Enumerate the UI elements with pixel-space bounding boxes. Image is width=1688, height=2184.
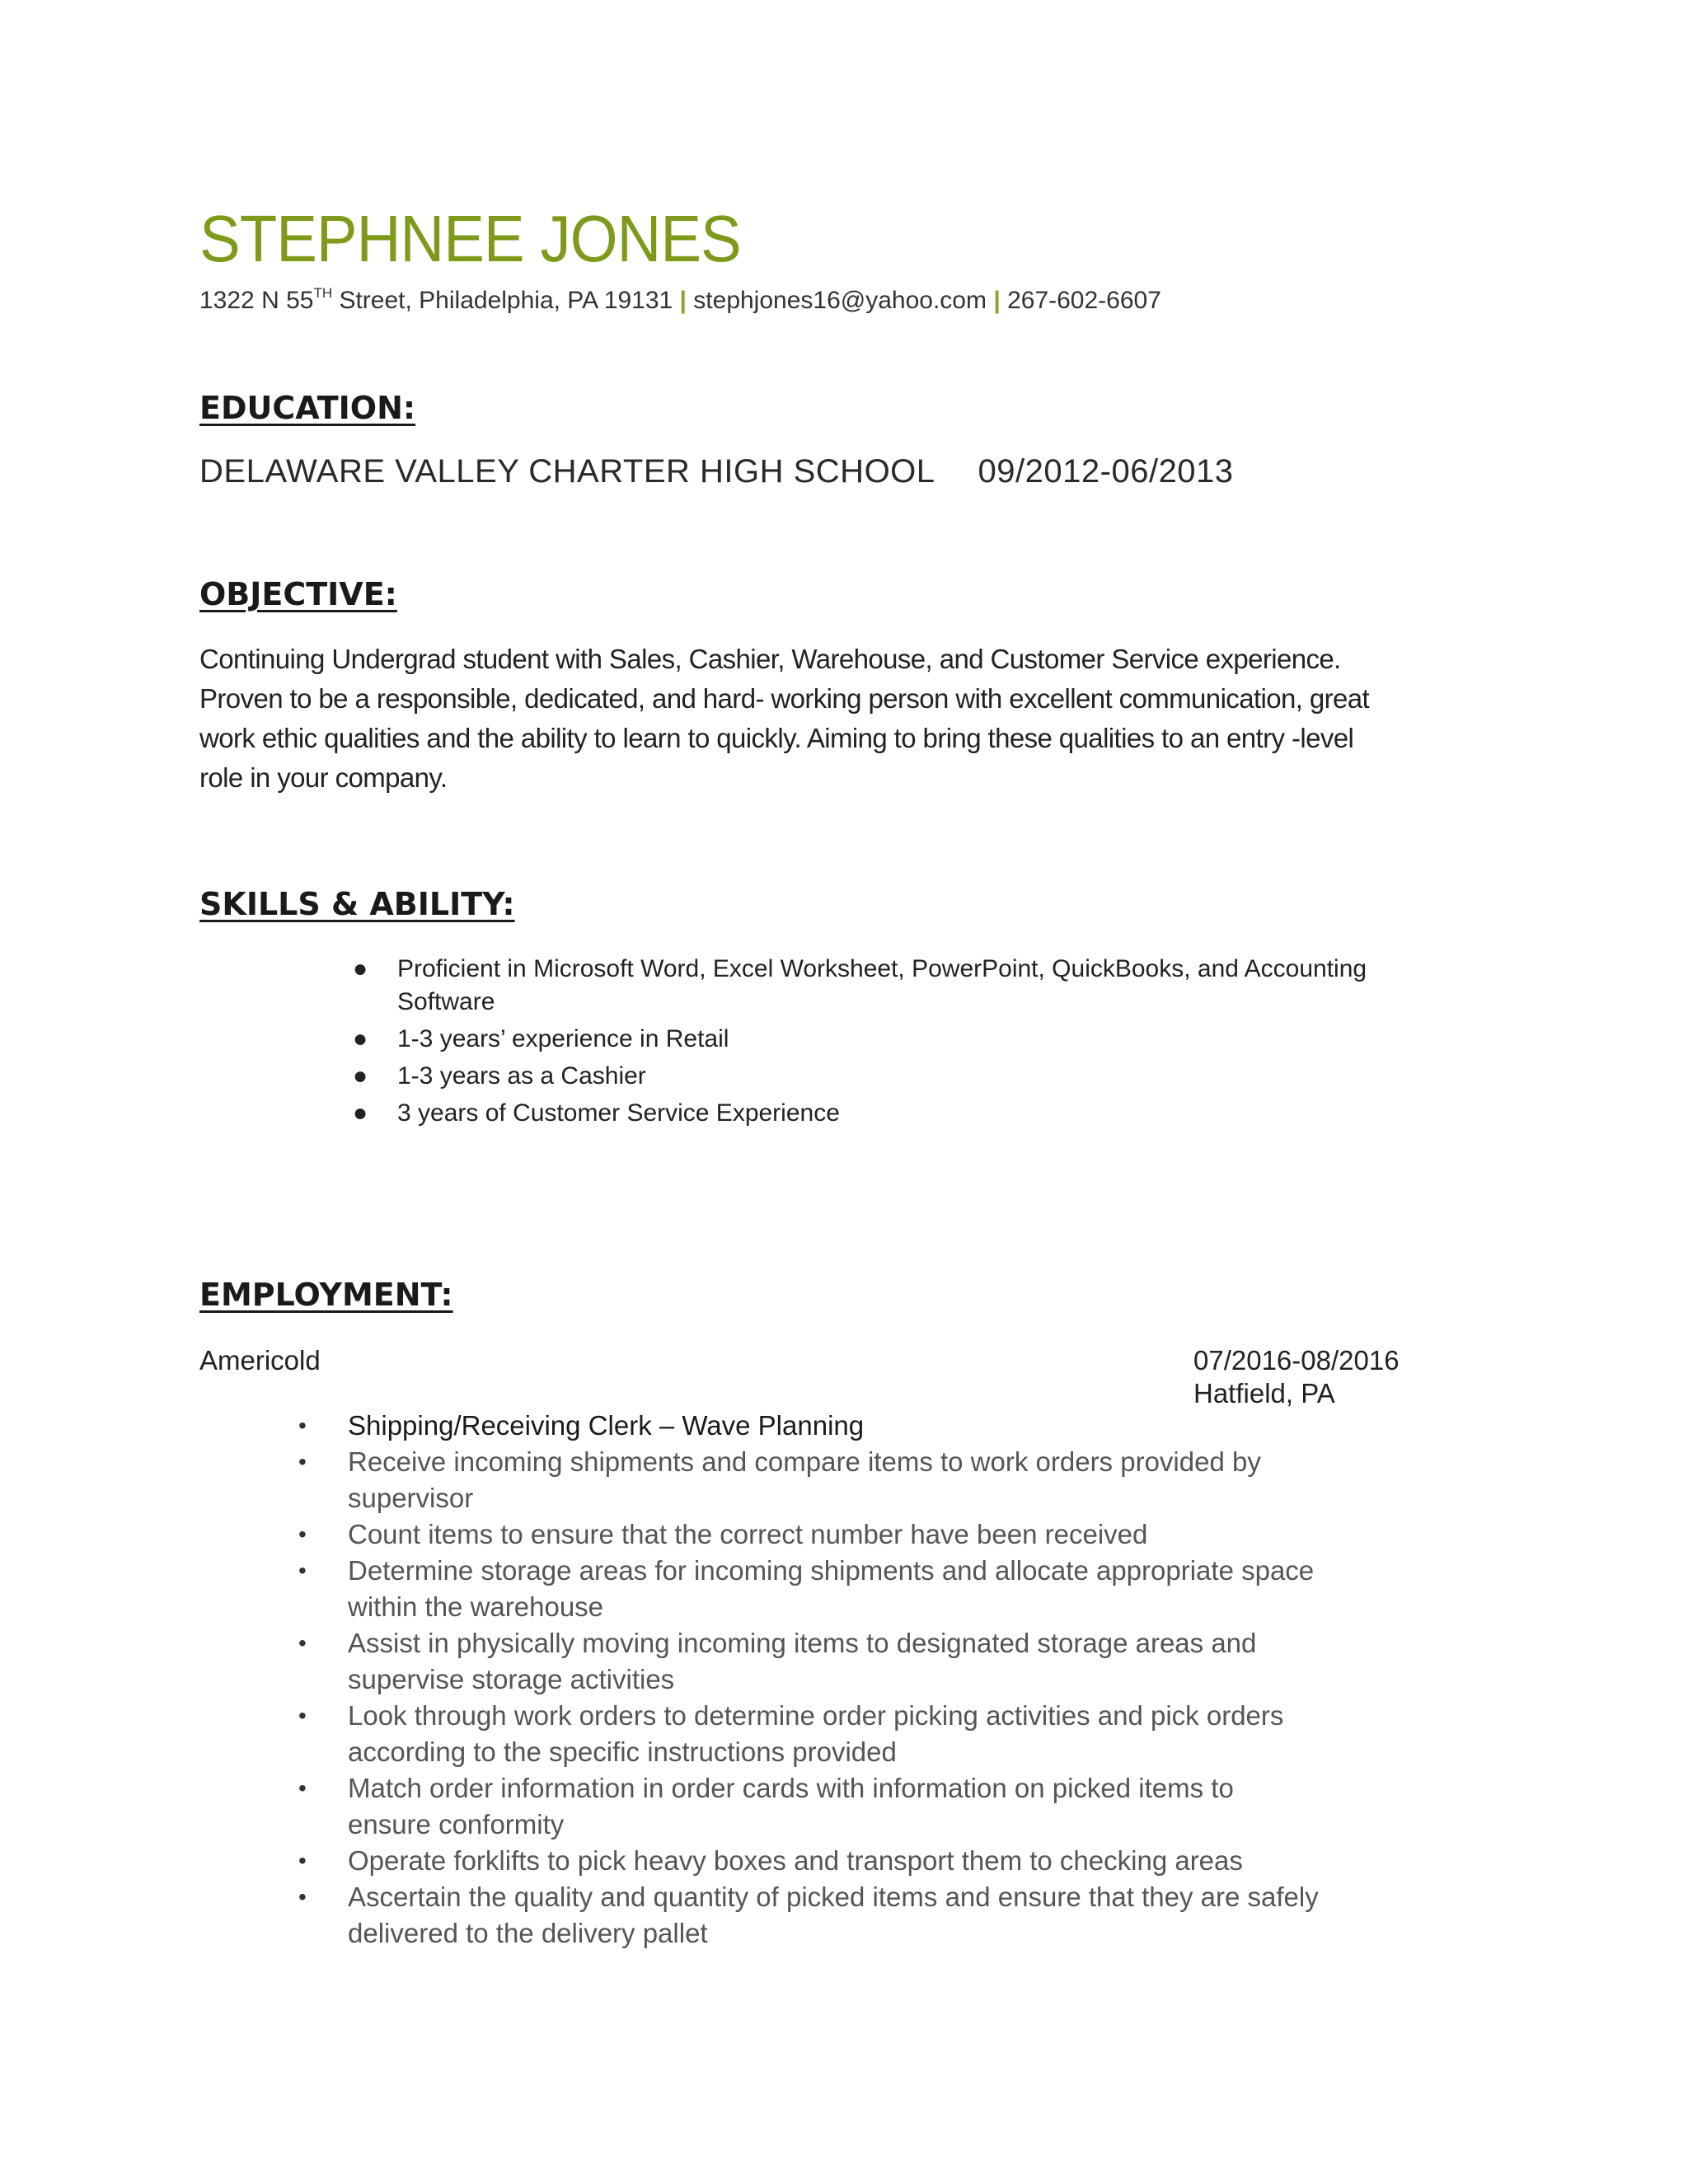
education-heading: EDUCATION: <box>199 390 416 426</box>
objective-heading: OBJECTIVE: <box>199 576 397 612</box>
duty-line: supervise storage activities <box>348 1664 675 1694</box>
duty-item <box>298 1553 1518 1625</box>
duty-line: Match order information in order cards with information on picked items to <box>348 1773 1234 1803</box>
skill-text: Software <box>397 988 495 1015</box>
address <box>199 287 673 314</box>
email[interactable]: stephjones16@yahoo.com <box>693 287 987 314</box>
duty-line: Determine storage areas for incoming shipments and allocate appropriate space <box>348 1555 1315 1586</box>
duty-line: Operate forklifts to pick heavy boxes and transport them to checking areas <box>348 1845 1243 1876</box>
duty-item <box>298 1444 1518 1516</box>
employment-dates: 07/2016-08/2016 <box>1193 1345 1400 1376</box>
separator: | <box>679 287 687 314</box>
objective-line: work ethic qualities and the ability to learn to quickly. Aiming to bring these qualities to an entry -level <box>199 723 1354 753</box>
bullet-icon: • <box>298 1449 307 1474</box>
duty-line: Look through work orders to determine order picking activities and pick orders <box>348 1700 1284 1731</box>
skill-text: 1-3 years as a Cashier <box>397 1062 646 1090</box>
skill-text: 3 years of Customer Service Experience <box>397 1099 840 1127</box>
objective-line: Proven to be a responsible, dedicated, and hard- working person with excellent communication, great <box>199 683 1370 714</box>
skill-text: Proficient in Microsoft Word, Excel Worksheet, PowerPoint, QuickBooks, and Accounting <box>397 955 1367 982</box>
skills-heading: SKILLS & ABILITY: <box>199 886 515 922</box>
duty-item <box>298 1770 1518 1843</box>
employment-location: Hatfield, PA <box>1193 1378 1335 1408</box>
duty-item <box>298 1516 1518 1553</box>
duty-line: Shipping/Receiving Clerk – Wave Planning <box>348 1410 865 1441</box>
bullet-icon: • <box>298 1884 307 1910</box>
duty-line: Receive incoming shipments and compare items to work orders provided by <box>348 1446 1261 1477</box>
duty-text <box>348 1408 1518 1444</box>
duty-line: Ascertain the quality and quantity of picked items and ensure that they are safely <box>348 1882 1319 1912</box>
address-number: 1322 N 55 <box>199 287 314 314</box>
school-name: DELAWARE VALLEY CHARTER HIGH SCHOOL <box>199 453 935 490</box>
applicant-name: STEPHNEE JONES <box>199 202 741 275</box>
duty-line: Assist in physically moving incoming items to designated storage areas and <box>348 1628 1257 1658</box>
duty-text <box>348 1516 1518 1553</box>
bullet-icon: • <box>298 1630 307 1656</box>
duty-line: within the warehouse <box>348 1591 604 1622</box>
contact-line <box>199 279 1161 317</box>
phone[interactable]: 267-602-6607 <box>1007 287 1161 314</box>
bullet-icon: • <box>298 1703 307 1728</box>
duties-list <box>298 1408 1518 1952</box>
skill-text: 1-3 years’ experience in Retail <box>397 1025 729 1052</box>
duty-text <box>348 1879 1518 1952</box>
bullet-icon: ● <box>353 1025 368 1052</box>
employer-name: Americold <box>199 1345 321 1376</box>
skill-item <box>346 953 1517 1019</box>
bullet-icon: • <box>298 1521 307 1547</box>
duty-text <box>348 1553 1518 1625</box>
duty-line: according to the specific instructions provided <box>348 1736 897 1767</box>
duty-item <box>298 1698 1518 1770</box>
bullet-icon: • <box>298 1558 307 1583</box>
job-title-item <box>298 1408 1518 1444</box>
duty-item <box>298 1879 1518 1952</box>
duty-line: ensure conformity <box>348 1809 565 1840</box>
duty-text <box>348 1698 1518 1770</box>
duty-line: supervisor <box>348 1483 474 1513</box>
school-dates: 09/2012-06/2013 <box>978 453 1234 490</box>
objective-text <box>199 640 1485 798</box>
skill-item <box>346 1060 1517 1093</box>
duty-line: delivered to the delivery pallet <box>348 1918 708 1948</box>
duty-text <box>348 1770 1518 1843</box>
skill-item <box>346 1097 1517 1130</box>
duty-item <box>298 1843 1518 1879</box>
skill-item <box>346 1023 1517 1056</box>
address-street: Street, Philadelphia, PA 19131 <box>332 287 673 314</box>
address-ordinal: TH <box>313 285 333 301</box>
duty-text <box>348 1625 1518 1698</box>
bullet-icon: ● <box>353 1099 368 1127</box>
employment-heading: EMPLOYMENT: <box>199 1277 453 1313</box>
bullet-icon: • <box>298 1848 307 1873</box>
duty-line: Count items to ensure that the correct number have been received <box>348 1519 1148 1549</box>
duty-item <box>298 1625 1518 1698</box>
objective-line: Continuing Undergrad student with Sales, Cashier, Warehouse, and Customer Service experience. <box>199 644 1341 674</box>
duty-text <box>348 1444 1518 1516</box>
bullet-icon: • <box>298 1413 307 1438</box>
objective-line: role in your company. <box>199 762 448 793</box>
duty-text <box>348 1843 1518 1879</box>
skills-list <box>346 953 1517 1134</box>
bullet-icon: ● <box>353 955 368 982</box>
bullet-icon: ● <box>353 1062 368 1090</box>
bullet-icon: • <box>298 1775 307 1801</box>
separator: | <box>993 287 1001 314</box>
education-entry <box>199 450 1234 493</box>
